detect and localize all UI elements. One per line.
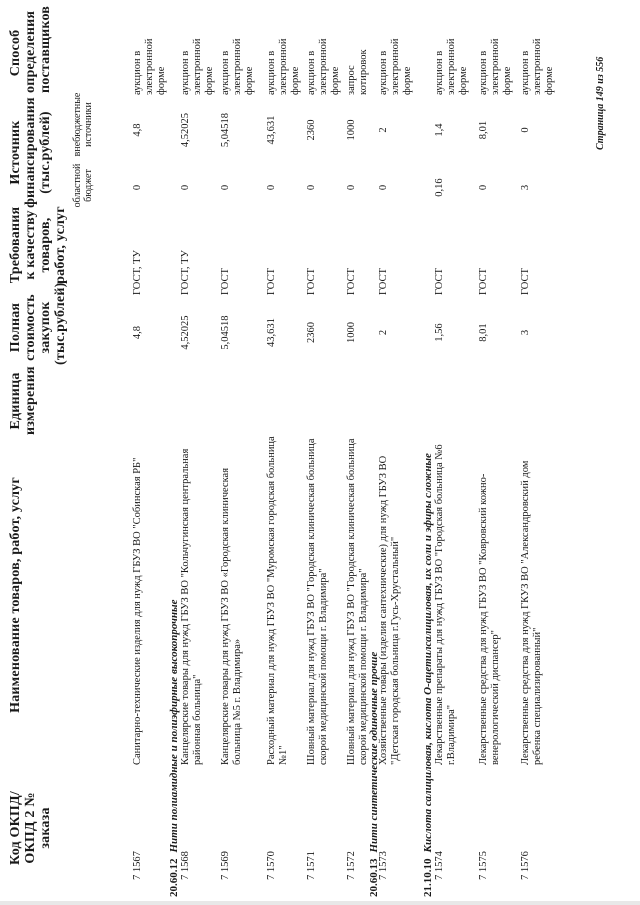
row-code: 7 1569 — [220, 851, 231, 880]
row-method: аукцион в электронной форме — [434, 38, 469, 95]
row-method: аукцион в электронной форме — [220, 38, 255, 95]
row-funding-regional: 0 — [378, 184, 389, 191]
row-requirements: ГОСТ — [378, 268, 389, 295]
row-funding-regional: 0 — [220, 184, 231, 191]
page-footer: Страница 149 из 556 — [595, 56, 606, 150]
row-requirements: ГОСТ, ТУ — [180, 250, 191, 295]
header-method: Способ определения поставщиков — [8, 5, 53, 93]
row-name: Лекарственные средства для нужд ГБУЗ ВО "Ковровский кожно-венерологический диспансер" — [478, 473, 501, 765]
row-funding-regional: 0 — [306, 184, 317, 191]
row-cost: 1,56 — [434, 323, 445, 342]
row-method: аукцион в электронной форме — [132, 38, 167, 95]
section-heading — [422, 7, 434, 897]
row-name: Санитарно-технические изделия для нужд ГБУЗ ВО "Собинская РБ" — [132, 457, 143, 765]
row-requirements: ГОСТ — [306, 268, 317, 295]
row-requirements: ГОСТ — [346, 268, 357, 295]
row-method: аукцион в электронной форме — [478, 38, 513, 95]
row-method: аукцион в электронной форме — [266, 38, 301, 95]
row-cost: 2360 — [306, 322, 317, 343]
row-code: 7 1572 — [346, 851, 357, 880]
row-funding-external: 43,631 — [266, 115, 277, 145]
row-requirements: ГОСТ — [478, 268, 489, 295]
row-requirements: ГОСТ, ТУ — [132, 250, 143, 295]
row-cost: 8,01 — [478, 323, 489, 342]
row-code: 7 1568 — [180, 851, 191, 880]
section-title: Кислота салициловая, кислота О-ацетилсалициловая, их соли и эфиры сложные — [422, 453, 434, 853]
row-funding-regional: 0 — [346, 184, 357, 191]
row-cost: 1000 — [346, 322, 357, 343]
row-cost: 2 — [378, 329, 389, 336]
row-funding-external: 8,01 — [478, 120, 489, 140]
row-cost: 43,631 — [266, 318, 277, 347]
scan-edge — [0, 901, 640, 905]
section-title: Нити полиамидные и полиэфирные высокопрочные — [168, 599, 180, 853]
row-requirements: ГОСТ — [266, 268, 277, 295]
row-code: 7 1576 — [520, 851, 531, 880]
section-title: Нити синтетические одиночные прочие — [368, 651, 380, 853]
row-funding-regional: 0,16 — [434, 178, 445, 197]
header-funding-external: внебюджетные источники — [72, 92, 94, 157]
row-requirements: ГОСТ — [434, 268, 445, 295]
row-requirements: ГОСТ — [220, 268, 231, 295]
row-funding-external: 4,52025 — [180, 112, 191, 148]
row-funding-regional: 0 — [132, 184, 143, 191]
section-code: 21.10.10 — [422, 858, 434, 897]
row-funding-external: 2360 — [306, 119, 317, 141]
header-cost: Полная стоимость закупок (тыс.рублей) — [8, 282, 68, 365]
header-requirements: Требования к качеству товаров, работ, услуг — [8, 206, 68, 284]
row-cost: 3 — [520, 329, 531, 336]
header-funding-regional: областной бюджет — [72, 163, 94, 208]
header-code: Код ОКПД/ ОКПД 2 № заказа — [8, 791, 53, 865]
row-method: аукцион в электронной форме — [520, 38, 555, 95]
row-requirements: ГОСТ — [520, 268, 531, 295]
row-funding-external: 4,8 — [132, 123, 143, 137]
row-name: Шовный материал для нужд ГБУЗ ВО "Городская клиническая больница скорой медицинской помощи г. Владимира" — [306, 438, 329, 765]
row-cost: 4,8 — [132, 325, 143, 340]
row-name: Канцелярские товары для нужд ГБУЗ ВО "Кольчугинская центральная районная больница" — [180, 448, 203, 765]
row-method: аукцион в электронной форме — [378, 38, 413, 95]
row-name: Хозяйственные товары (изделия сантехнические) для нужд ГБУЗ ВО "Детская городская больница г.Гусь-Хрустальный" — [378, 455, 401, 765]
row-funding-regional: 0 — [266, 184, 277, 191]
row-funding-external: 2 — [378, 127, 389, 133]
row-code: 7 1574 — [434, 851, 445, 880]
row-name: Лекарственные средства для нужд ГКУЗ ВО "Александровский дом ребенка специализированный" — [520, 460, 543, 765]
header-name: Наименование товаров, работ, услуг — [8, 477, 23, 713]
row-code: 7 1573 — [378, 851, 389, 880]
row-name: Расходный материал для нужд ГБУЗ ВО "Муромская городская больница №1" — [266, 436, 289, 765]
row-name: Шовный материал для нужд ГБУЗ ВО "Городская клиническая больница скорой медицинской помощи г. Владимира" — [346, 438, 369, 765]
row-code: 7 1575 — [478, 851, 489, 880]
header-unit: Единица измерения — [8, 366, 38, 435]
row-method: запрос котировок — [346, 49, 369, 95]
row-cost: 4,52025 — [180, 315, 191, 350]
section-heading — [168, 7, 180, 897]
row-funding-external: 1,4 — [434, 123, 445, 137]
row-funding-regional: 0 — [478, 184, 489, 191]
row-funding-regional: 0 — [180, 184, 191, 191]
row-code: 7 1571 — [306, 851, 317, 880]
row-funding-regional: 3 — [520, 184, 531, 191]
row-name: Канцелярские товары для нужд ГБУЗ ВО «Городская клиническая больница №5 г. Владимира» — [220, 467, 243, 765]
row-method: аукцион в электронной форме — [306, 38, 341, 95]
row-code: 7 1570 — [266, 851, 277, 880]
row-funding-external: 0 — [520, 127, 531, 133]
row-name: Лекарственные препараты для нужд ГБУЗ ВО "Городская больница №6 г.Владимира" — [434, 444, 457, 765]
section-code: 20.60.12 — [168, 858, 180, 897]
row-cost: 5,04518 — [220, 315, 231, 350]
row-code: 7 1567 — [132, 851, 143, 880]
row-method: аукцион в электронной форме — [180, 38, 215, 95]
header-funding: Источник финансирования (тыс.рублей) — [8, 97, 53, 208]
row-funding-external: 1000 — [346, 119, 357, 141]
section-code: 20.60.13 — [368, 858, 380, 897]
row-funding-external: 5,04518 — [220, 112, 231, 148]
